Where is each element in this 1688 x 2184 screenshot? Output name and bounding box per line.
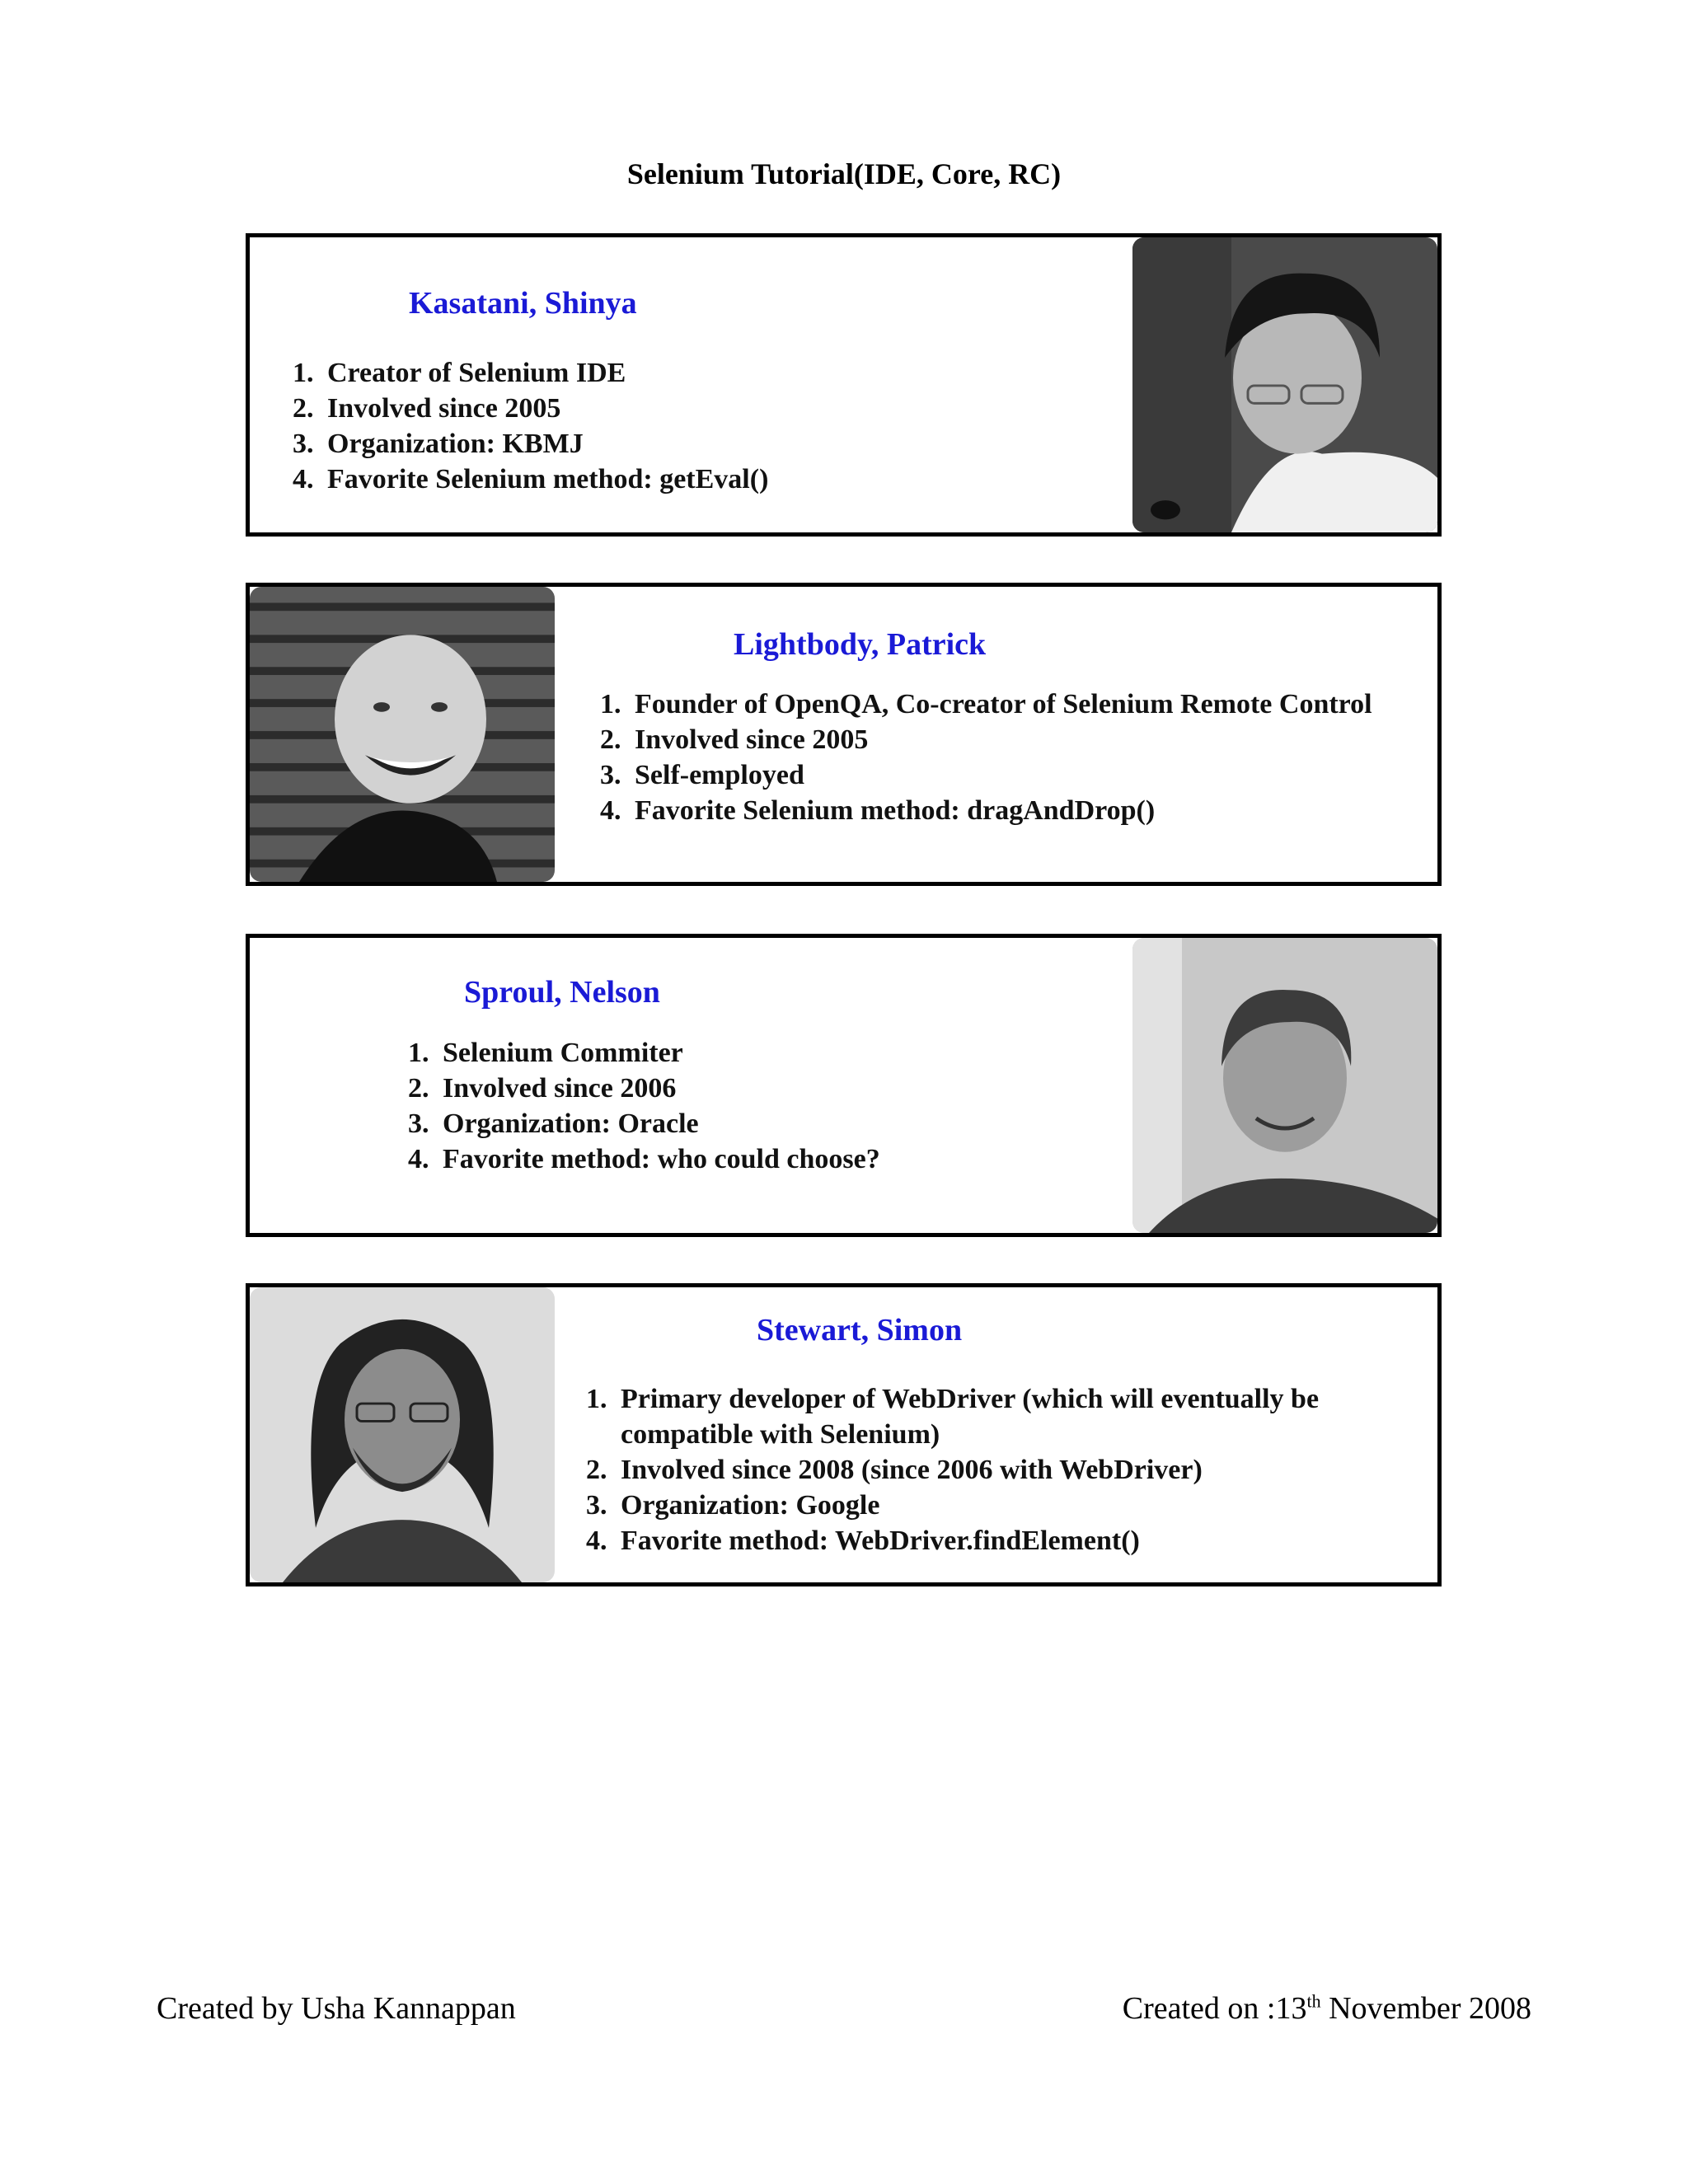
person-name: Stewart, Simon: [757, 1313, 963, 1347]
list-item: 1. Founder of OpenQA, Co-creator of Selenium Remote Control: [600, 689, 1372, 719]
fact-list: [293, 355, 1117, 497]
list-item: 4. Favorite Selenium method: getEval(): [293, 464, 769, 494]
portrait-photo: [250, 1287, 555, 1582]
list-item: 2. Involved since 2008 (since 2006 with WebDriver): [586, 1455, 1203, 1485]
list-item: 1. Creator of Selenium IDE: [293, 358, 626, 388]
profile-card-sproul: [246, 934, 1442, 1237]
list-item: 1. Selenium Commiter: [408, 1038, 683, 1068]
footer-date: Created on :13th November 2008: [1122, 1990, 1531, 2026]
person-name: Kasatani, Shinya: [409, 286, 637, 321]
list-item: 3. Organization: KBMJ: [293, 429, 584, 459]
profile-card-stewart: [246, 1283, 1442, 1586]
list-item: 2. Involved since 2005: [600, 724, 869, 755]
footer-author: Created by Usha Kannappan: [157, 1991, 516, 2026]
person-name: Lightbody, Patrick: [734, 627, 987, 662]
person-name: Sproul, Nelson: [464, 975, 660, 1010]
fact-list: [600, 687, 1391, 828]
list-item: 4. Favorite Selenium method: dragAndDrop(): [600, 795, 1156, 826]
list-item: 3. Organization: Google: [586, 1490, 880, 1521]
list-item: 4. Favorite method: WebDriver.findElement(): [586, 1526, 1140, 1556]
portrait-photo: [1132, 938, 1437, 1233]
list-item: 2. Involved since 2006: [408, 1073, 677, 1104]
page-title: Selenium Tutorial(IDE, Core, RC): [626, 157, 1062, 190]
list-item: 4. Favorite method: who could choose?: [408, 1144, 880, 1174]
fact-list: [586, 1381, 1410, 1558]
portrait-photo: [1132, 237, 1437, 532]
list-item: 3. Organization: Oracle: [408, 1108, 699, 1139]
fact-list: [408, 1035, 1150, 1177]
portrait-photo: [250, 587, 555, 882]
list-item: 3. Self-employed: [600, 760, 804, 790]
list-item: 1. Primary developer of WebDriver (which will eventually be compatible with Selenium): [586, 1384, 1320, 1450]
profile-card-kasatani: [246, 233, 1442, 537]
profile-card-lightbody: [246, 583, 1442, 886]
list-item: 2. Involved since 2005: [293, 393, 561, 424]
